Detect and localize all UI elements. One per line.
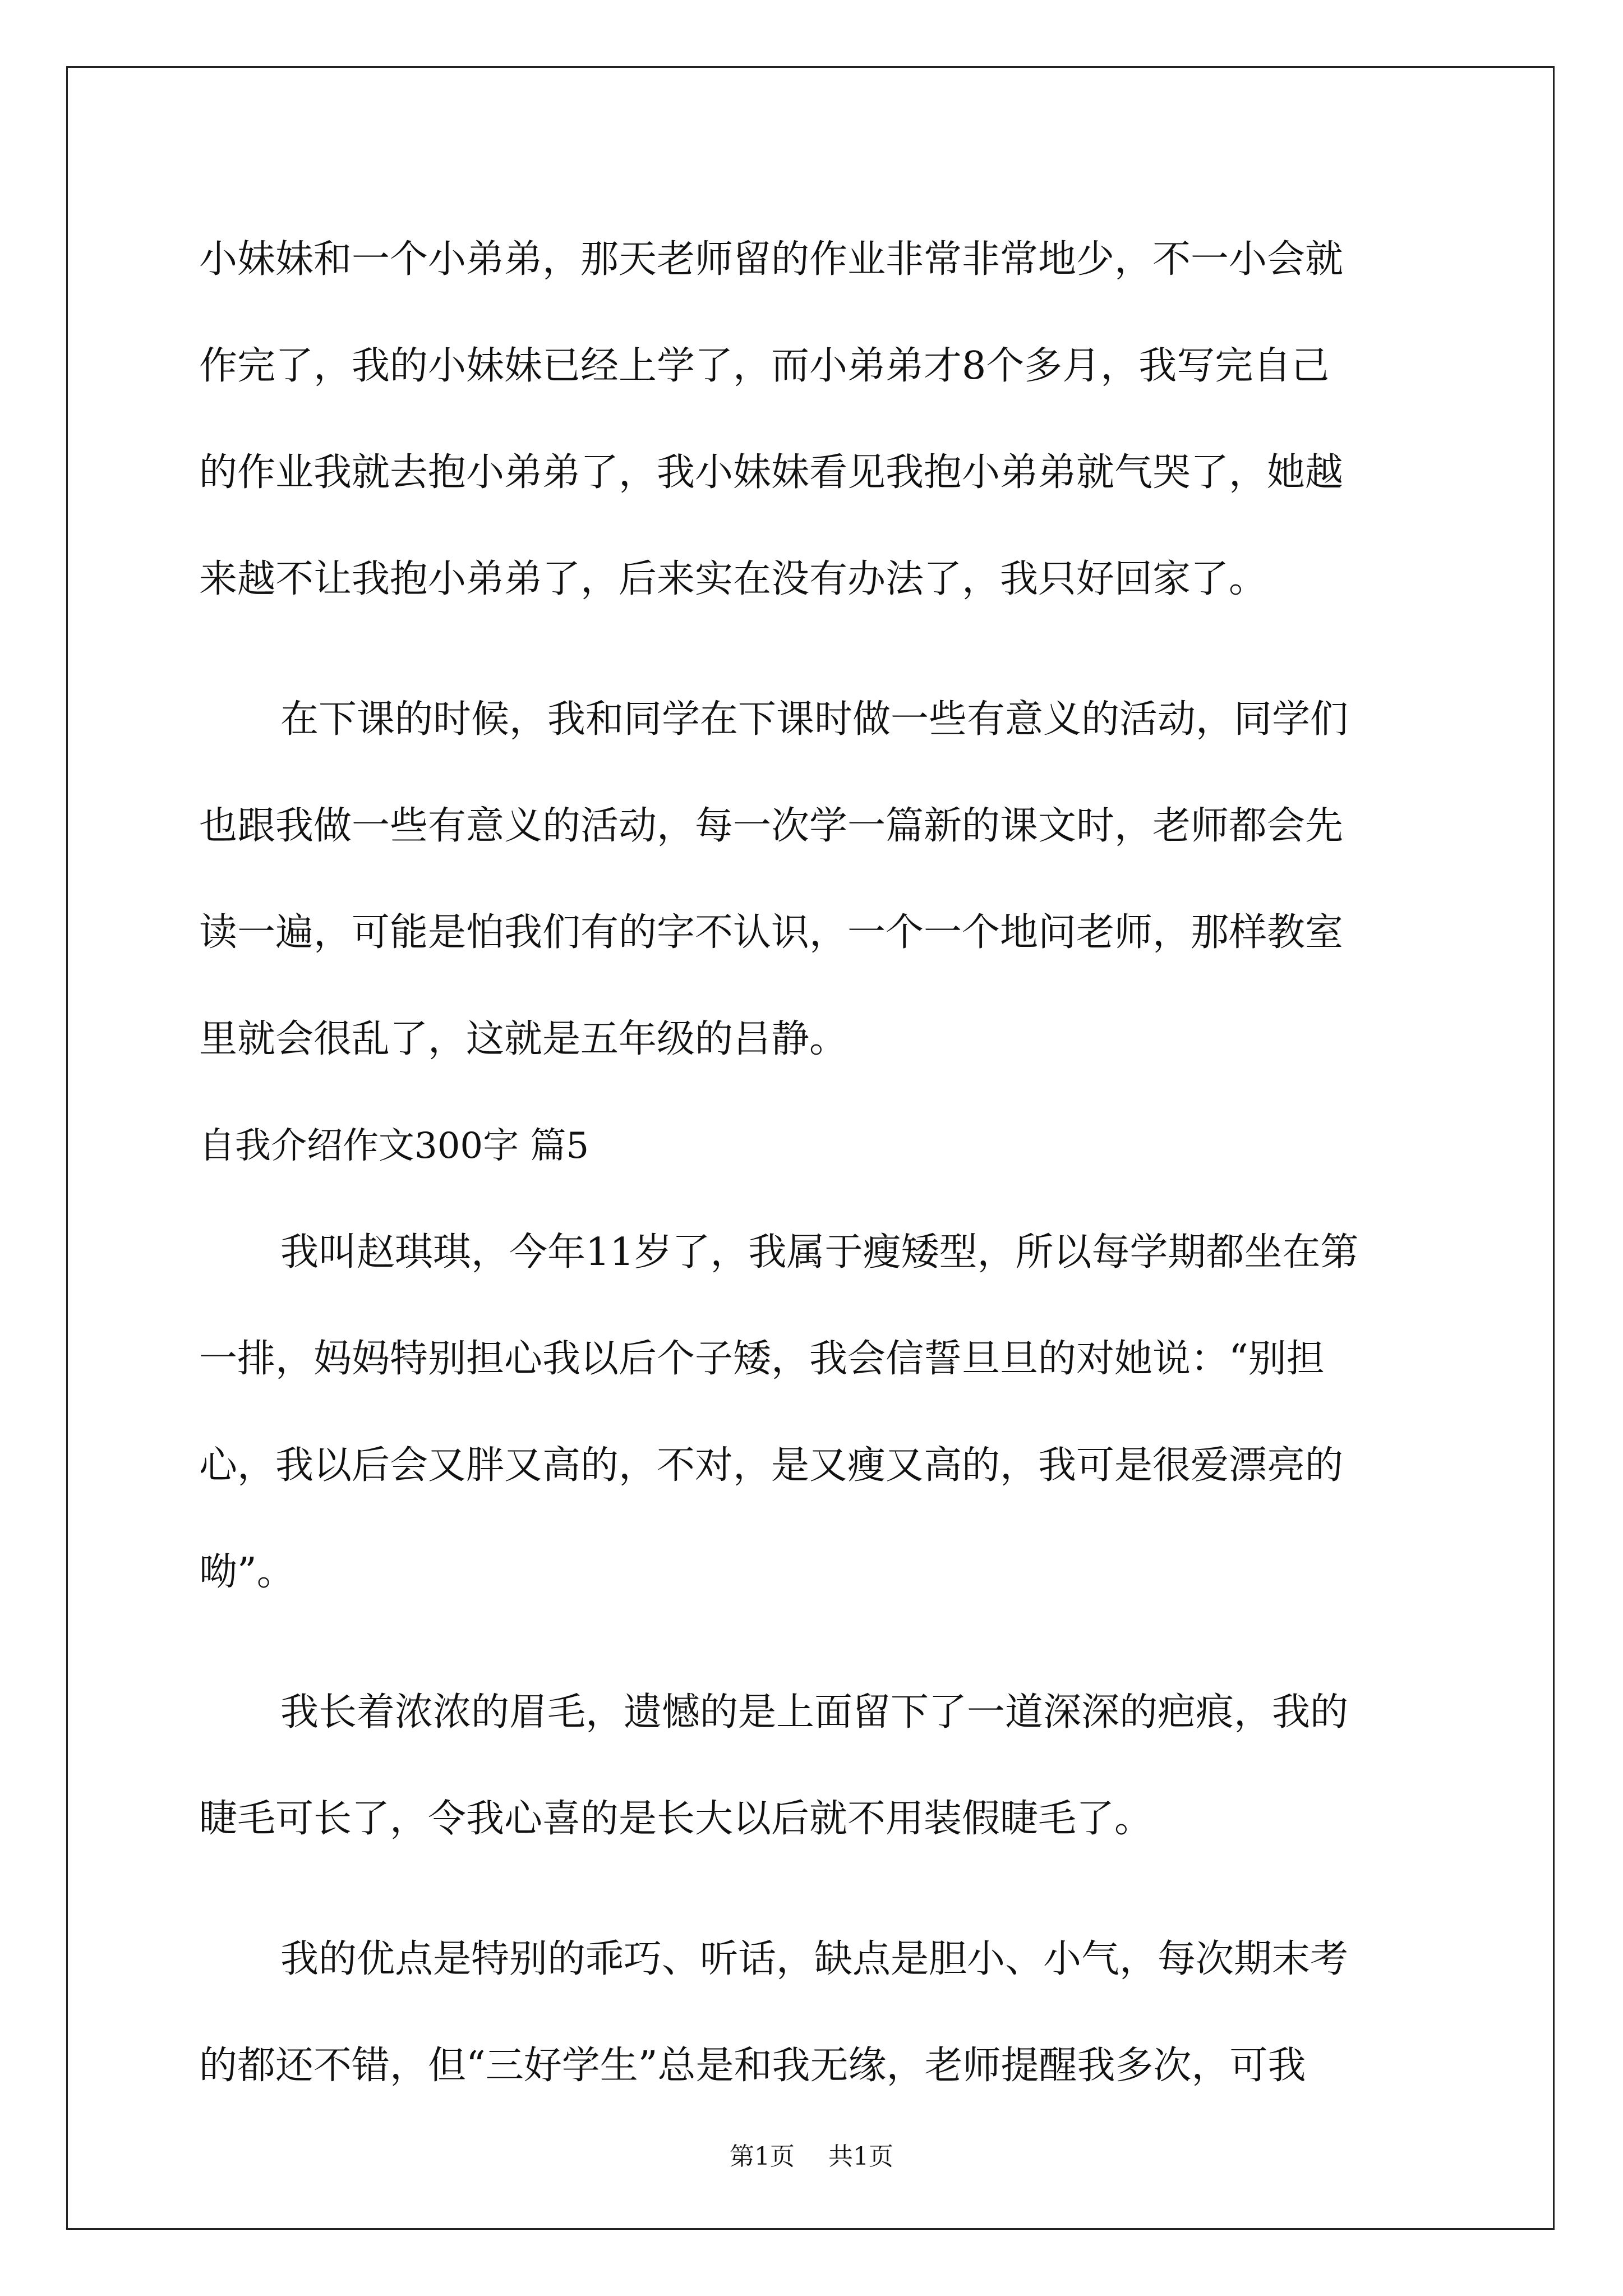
text-line: 的作业我就去抱小弟弟了，我小妹妹看见我抱小弟弟就气哭了，她越 [199,450,1344,495]
paragraph [199,1659,1422,1872]
paragraph [199,1199,1422,1626]
paragraph [199,206,1422,633]
text-line: 在下课的时候，我和同学在下课时做一些有意义的活动，同学们 [280,697,1349,742]
text-line: 睫毛可长了，令我心喜的是长大以后就不用装假睫毛了。 [199,1797,1153,1841]
text-line: 来越不让我抱小弟弟了，后来实在没有办法了，我只好回家了。 [199,557,1267,601]
text-line: 也跟我做一些有意义的活动，每一次学一篇新的课文时，老师都会先 [199,804,1344,848]
text-line: 小妹妹和一个小弟弟，那天老师留的作业非常非常地少，不一小会就 [199,237,1344,282]
text-line: 一排，妈妈特别担心我以后个子矮，我会信誓旦旦的对她说：“别担 [199,1337,1325,1381]
text-line: 作完了，我的小妹妹已经上学了，而小弟弟才8个多月，我写完自己 [199,344,1330,388]
text-line: 读一遍，可能是怕我们有的字不认识，一个一个地问老师，那样教室 [199,910,1344,955]
text-line: 呦”。 [199,1550,295,1594]
page-footer [0,2136,1623,2172]
paragraph [199,666,1422,1093]
text-line: 里就会很乱了，这就是五年级的吕静。 [199,1017,848,1061]
page-total: 共1页 [828,2142,893,2171]
paragraph [199,1906,1422,2119]
document-body [199,206,1422,2119]
section-heading: 自我介绍作文300字 篇5 [199,1125,589,1167]
text-line: 心，我以后会又胖又高的，不对，是又瘦又高的，我可是很爱漂亮的 [199,1443,1344,1488]
text-line: 我叫赵琪琪，今年11岁了，我属于瘦矮型，所以每学期都坐在第 [280,1230,1359,1274]
text-line: 的都还不错，但“三好学生”总是和我无缘，老师提醒我多次，可我 [199,2044,1306,2088]
text-line: 我长着浓浓的眉毛，遗憾的是上面留下了一道深深的疤痕，我的 [280,1690,1349,1734]
text-line: 我的优点是特别的乖巧、听话，缺点是胆小、小气，每次期末考 [280,1937,1349,1981]
page-number: 第1页 [730,2142,795,2171]
